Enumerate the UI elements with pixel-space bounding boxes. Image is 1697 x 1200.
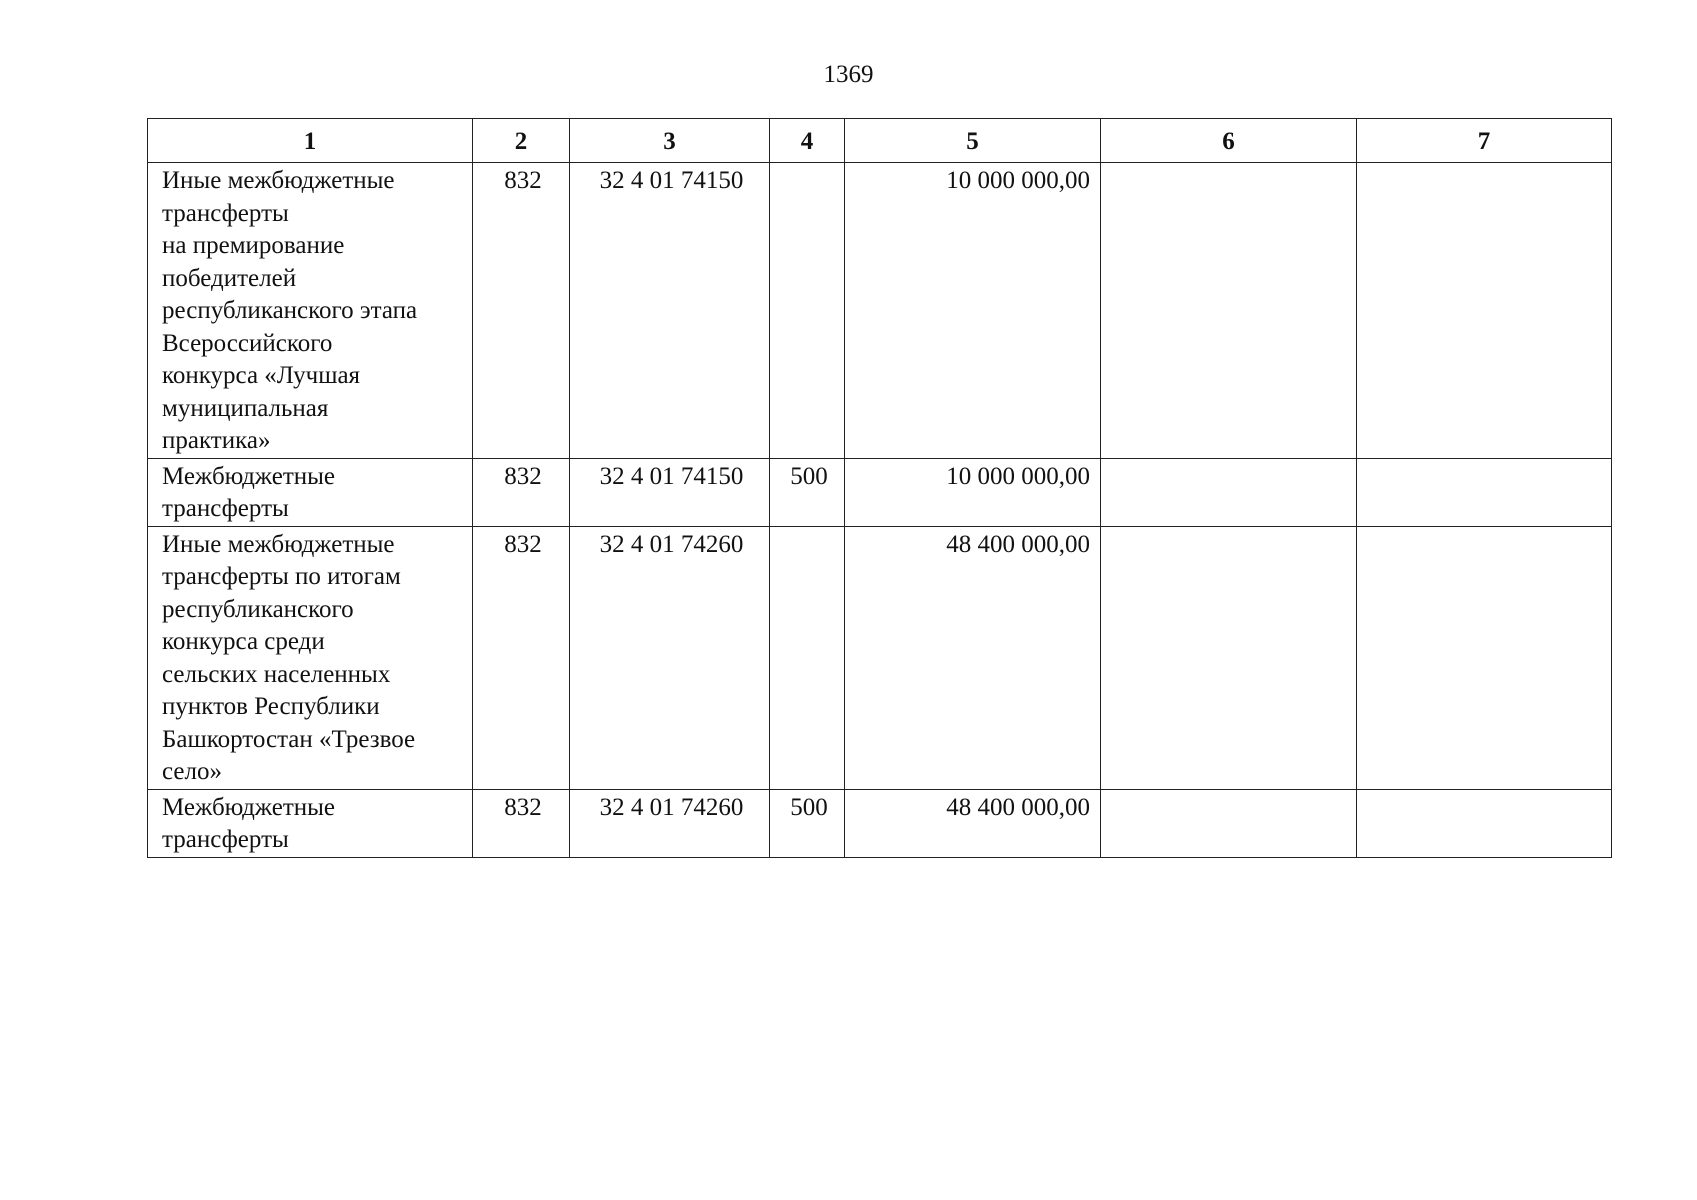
name-line: муниципальная bbox=[162, 394, 329, 422]
sum-cell: 10 000 000,00 bbox=[845, 163, 1101, 459]
name-line: победителей bbox=[162, 264, 297, 292]
column-7-cell bbox=[1357, 458, 1612, 526]
expense-type-cell bbox=[770, 163, 845, 459]
table-row bbox=[148, 163, 1612, 459]
name-line: пунктов Республики bbox=[162, 693, 380, 720]
name-line: трансферты bbox=[162, 199, 289, 227]
column-7-cell bbox=[1357, 526, 1612, 789]
header-row bbox=[148, 119, 1612, 163]
ministry-code-cell: 832 bbox=[473, 458, 570, 526]
name-line: республиканского bbox=[162, 595, 354, 623]
name-line: трансферты bbox=[162, 495, 289, 522]
page-number: 1369 bbox=[823, 61, 874, 88]
target-article-cell: 32 4 01 74260 bbox=[570, 789, 770, 857]
name-line: Межбюджетные bbox=[162, 793, 336, 821]
target-article-cell: 32 4 01 74260 bbox=[570, 526, 770, 789]
name-line: республиканского этапа bbox=[162, 297, 418, 324]
column-6-cell bbox=[1101, 163, 1357, 459]
column-7-cell bbox=[1357, 163, 1612, 459]
name-cell bbox=[148, 526, 473, 789]
name-line: Иные межбюджетные bbox=[162, 530, 395, 558]
header-cell-1: 1 bbox=[148, 119, 473, 163]
table-row bbox=[148, 789, 1612, 857]
column-6-cell bbox=[1101, 789, 1357, 857]
name-line: конкурса «Лучшая bbox=[162, 362, 361, 389]
header-cell-3: 3 bbox=[570, 119, 770, 163]
header-cell-6: 6 bbox=[1101, 119, 1357, 163]
target-article-cell: 32 4 01 74150 bbox=[570, 458, 770, 526]
name-line: практика» bbox=[162, 427, 271, 454]
ministry-code-cell: 832 bbox=[473, 526, 570, 789]
expense-type-cell: 500 bbox=[770, 789, 845, 857]
table-row bbox=[148, 458, 1612, 526]
name-line: Межбюджетные bbox=[162, 462, 336, 490]
name-line: Иные межбюджетные bbox=[162, 167, 395, 194]
header-cell-7: 7 bbox=[1357, 119, 1612, 163]
sum-cell: 10 000 000,00 bbox=[845, 458, 1101, 526]
name-cell bbox=[148, 458, 473, 526]
header-cell-5: 5 bbox=[845, 119, 1101, 163]
table-row bbox=[148, 526, 1612, 789]
expense-type-cell: 500 bbox=[770, 458, 845, 526]
name-cell bbox=[148, 789, 473, 857]
name-line: сельских населенных bbox=[162, 660, 391, 688]
header-cell-2: 2 bbox=[473, 119, 570, 163]
column-6-cell bbox=[1101, 458, 1357, 526]
name-line: село» bbox=[162, 758, 222, 785]
name-cell bbox=[148, 163, 473, 459]
name-line: трансферты bbox=[162, 826, 289, 853]
column-6-cell bbox=[1101, 526, 1357, 789]
expense-type-cell bbox=[770, 526, 845, 789]
target-article-cell: 32 4 01 74150 bbox=[570, 163, 770, 459]
column-7-cell bbox=[1357, 789, 1612, 857]
ministry-code-cell: 832 bbox=[473, 163, 570, 459]
budget-table bbox=[147, 118, 1612, 858]
name-line: конкурса среди bbox=[162, 628, 325, 655]
name-line: Башкортостан «Трезвое bbox=[162, 725, 416, 753]
sum-cell: 48 400 000,00 bbox=[845, 526, 1101, 789]
ministry-code-cell: 832 bbox=[473, 789, 570, 857]
header-cell-4: 4 bbox=[770, 119, 845, 163]
name-line: Всероссийского bbox=[162, 329, 333, 357]
sum-cell: 48 400 000,00 bbox=[845, 789, 1101, 857]
name-line: на премирование bbox=[162, 232, 345, 259]
name-line: трансферты по итогам bbox=[162, 563, 401, 590]
